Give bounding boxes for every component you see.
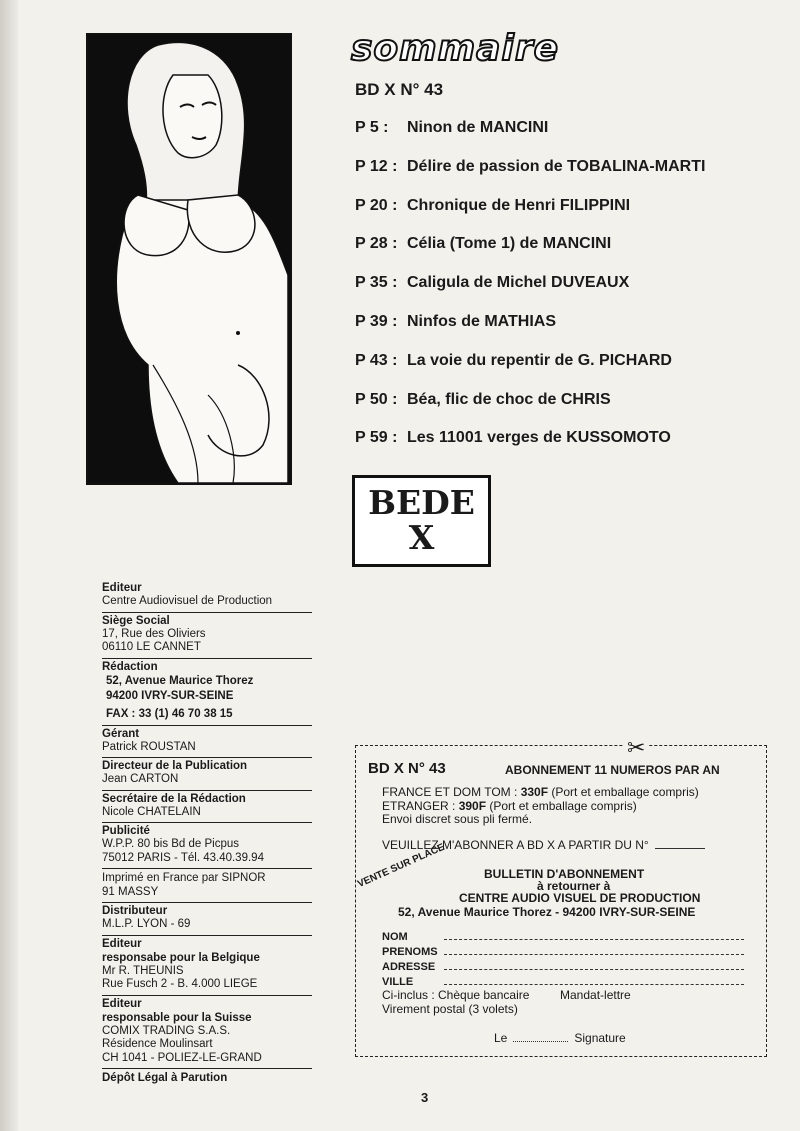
toc-page: P 50 :: [355, 390, 398, 408]
masthead-heading: Dépôt Légal à Parution: [102, 1072, 228, 1084]
masthead-imprime: [102, 869, 312, 903]
etranger-label: ETRANGER :: [382, 799, 459, 813]
france-note: (Port et emballage compris): [548, 785, 699, 799]
masthead-text: W.P.P. 80 bis Bd de Picpus: [102, 838, 240, 850]
coupon-adresse-centre: 52, Avenue Maurice Thorez - 94200 IVRY-SUR-SEINE: [398, 905, 696, 919]
toc-item[interactable]: [355, 158, 705, 197]
adresse-label: ADRESSE: [382, 961, 436, 973]
masthead-text: Imprimé en France par SIPNOR: [102, 872, 266, 884]
bede-x-logo: [352, 475, 491, 567]
toc-text: Ninfos de MATHIAS: [407, 312, 557, 330]
toc-text: Béa, flic de choc de CHRIS: [407, 390, 611, 408]
masthead-text: COMIX TRADING S.A.S.: [102, 1024, 231, 1037]
toc-text: Célia (Tome 1) de MANCINI: [407, 235, 612, 253]
prenoms-input-line[interactable]: [444, 954, 744, 955]
masthead-depot: [102, 1069, 312, 1085]
date-signature-line: [494, 1031, 626, 1045]
coupon-centre: CENTRE AUDIO VISUEL DE PRODUCTION: [459, 891, 701, 905]
logo-line-1: BEDE: [368, 483, 475, 522]
masthead-text: CH 1041 - POLIEZ-LE-GRAND: [102, 1051, 262, 1064]
toc-page: P 59 :: [355, 429, 398, 447]
scissors-icon: ✂: [624, 735, 648, 761]
masthead-heading: Rédaction: [102, 660, 158, 673]
france-label: FRANCE ET DOM TOM :: [382, 785, 521, 799]
coupon-france-line: [382, 785, 699, 799]
masthead-heading: responsabe pour la Belgique: [102, 951, 260, 964]
toc-page: P 12 :: [355, 157, 398, 175]
date-field[interactable]: [513, 1041, 568, 1042]
etranger-price: 390F: [458, 799, 487, 813]
masthead-secretaire: [102, 791, 312, 824]
prenoms-label: PRENOMS: [382, 946, 438, 958]
masthead-directeur: [102, 758, 312, 791]
toc-text: Chronique de Henri FILIPPINI: [407, 196, 631, 214]
masthead-redaction: [102, 659, 312, 726]
masthead-heading: Distributeur: [102, 905, 168, 917]
logo-line-2: X: [408, 518, 435, 557]
masthead-text: M.L.P. LYON - 69: [102, 918, 191, 930]
masthead-text: Rue Fusch 2 - B. 4.000 LIEGE: [102, 978, 258, 990]
toc-item[interactable]: [355, 313, 705, 352]
masthead-heading: Editeur: [102, 937, 142, 950]
masthead-heading: Gérant: [102, 727, 140, 740]
masthead-siege: [102, 613, 312, 659]
coupon-bulletin: BULLETIN D'ABONNEMENT: [484, 867, 645, 881]
masthead-text: Jean CARTON: [102, 773, 179, 785]
adresse-field[interactable]: [382, 961, 744, 973]
toc-text: Délire de passion de TOBALINA-MARTI: [407, 157, 706, 175]
masthead-heading: Secrétaire de la Rédaction: [102, 792, 246, 805]
masthead-distributeur: [102, 903, 312, 936]
prenoms-field[interactable]: [382, 946, 744, 958]
masthead-heading: Publicité: [102, 825, 150, 837]
illustration-drawing: [88, 35, 290, 483]
nom-field[interactable]: [382, 931, 744, 943]
masthead-text: Nicole CHATELAIN: [102, 805, 201, 818]
masthead-heading: Editeur: [102, 997, 142, 1010]
masthead-text: 17, Rue des Oliviers: [102, 627, 206, 640]
ci-inclus-option[interactable]: Ci-inclus : Chèque bancaire: [382, 988, 530, 1002]
toc-item[interactable]: [355, 119, 705, 158]
toc-text: Les 11001 verges de KUSSOMOTO: [407, 429, 671, 447]
veuillez-text: VEUILLEZ M'ABONNER A BD X A PARTIR DU N°: [382, 838, 649, 852]
toc-text: La voie du repentir de G. PICHARD: [407, 351, 672, 369]
issue-number: BD X N° 43: [355, 80, 444, 99]
toc-page: P 39 :: [355, 312, 398, 330]
toc-page: P 35 :: [355, 274, 398, 292]
virement-option[interactable]: Virement postal (3 volets): [382, 1002, 518, 1016]
page-binding-edge: [0, 0, 18, 1131]
signature-label: Signature: [574, 1031, 626, 1045]
ville-field[interactable]: [382, 976, 744, 988]
masthead: [102, 580, 312, 1085]
coupon-retourner: à retourner à: [537, 879, 611, 893]
toc-page: P 5 :: [355, 119, 389, 136]
masthead-text: Patrick ROUSTAN: [102, 740, 196, 753]
masthead-text: Résidence Moulinsart: [102, 1038, 213, 1050]
coupon-issue: BD X N° 43: [368, 760, 446, 777]
toc-item[interactable]: [355, 352, 705, 391]
toc-item[interactable]: [355, 391, 705, 430]
issue-number-field[interactable]: [655, 848, 705, 849]
page-number: 3: [421, 1090, 429, 1105]
masthead-heading: Directeur de la Publication: [102, 760, 248, 772]
masthead-heading: Editeur: [102, 582, 142, 594]
le-label: Le: [494, 1031, 508, 1045]
nom-input-line[interactable]: [444, 939, 744, 940]
masthead-text: 52, Avenue Maurice Thorez: [106, 674, 254, 687]
masthead-editeur: [102, 580, 312, 613]
toc-text: Ninon de MANCINI: [407, 119, 549, 136]
masthead-text: Centre Audiovisuel de Production: [102, 595, 273, 607]
masthead-belgique: [102, 936, 312, 996]
vente-sur-place-stamp: VENTE SUR PLACE: [356, 841, 447, 891]
masthead-publicite: [102, 823, 312, 869]
toc-item[interactable]: [355, 197, 705, 236]
masthead-heading: Siège Social: [102, 614, 170, 627]
masthead-text: 94200 IVRY-SUR-SEINE: [106, 689, 234, 702]
etranger-note: (Port et emballage compris): [486, 799, 637, 813]
toc-item[interactable]: [355, 429, 705, 468]
coupon-etranger-line: [382, 799, 637, 813]
toc-item[interactable]: [355, 235, 705, 274]
toc-page: P 28 :: [355, 235, 398, 253]
masthead-text: Mr R. THEUNIS: [102, 964, 184, 977]
cover-illustration: [86, 33, 292, 485]
toc-page: P 43 :: [355, 351, 398, 369]
france-price: 330F: [520, 785, 549, 799]
ville-label: VILLE: [382, 976, 414, 988]
page-title: sommaire: [351, 28, 559, 69]
toc-page: P 20 :: [355, 196, 398, 214]
masthead-text: 06110 LE CANNET: [102, 641, 201, 653]
coupon-abonnement: ABONNEMENT 11 NUMEROS PAR AN: [505, 763, 720, 777]
table-of-contents: [355, 119, 705, 468]
masthead-heading: responsable pour la Suisse: [102, 1011, 252, 1024]
fax-number: FAX : 33 (1) 46 70 38 15: [106, 707, 233, 720]
mandat-option[interactable]: Mandat-lettre: [560, 988, 631, 1002]
toc-text: Caligula de Michel DUVEAUX: [407, 274, 630, 292]
nom-label: NOM: [382, 931, 408, 943]
adresse-input-line[interactable]: [444, 969, 744, 970]
masthead-text: 75012 PARIS - Tél. 43.40.39.94: [102, 851, 264, 864]
masthead-text: 91 MASSY: [102, 885, 159, 898]
ville-input-line[interactable]: [444, 984, 744, 985]
masthead-suisse: [102, 996, 312, 1070]
coupon-discret: Envoi discret sous pli fermé.: [382, 812, 533, 826]
masthead-gerant: [102, 726, 312, 759]
toc-item[interactable]: [355, 274, 705, 313]
